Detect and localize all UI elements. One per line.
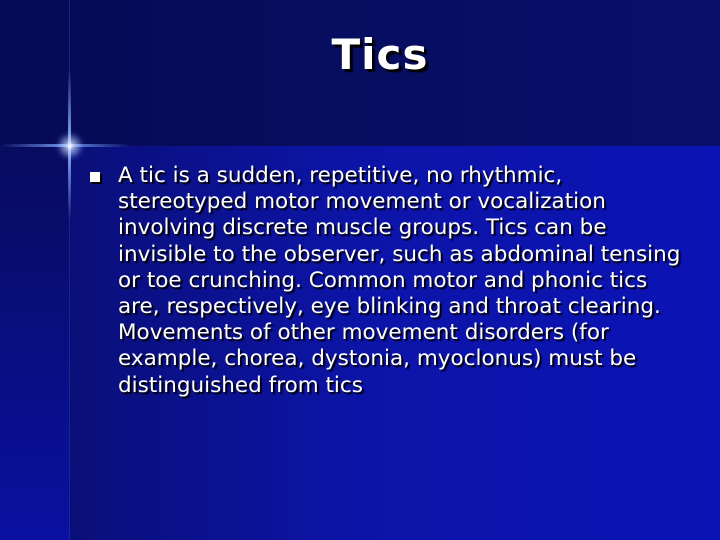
left-band (0, 146, 70, 540)
bullet-text: A tic is a sudden, repetitive, no rhythmic, stereotyped motor movement or vocalization involving discrete muscle groups. Tics can be invisible to the observer, such as abdominal tensing or toe crunching. Common motor and phonic tics are, respectively, eye blinking and throat clearing. Movements of other movement disorders (for example, chorea, dystonia, myoclonus) must be distinguished from tics (118, 163, 681, 398)
slide-title: Tics (331, 30, 429, 79)
square-bullet-icon (90, 172, 100, 182)
star-flare-icon (54, 130, 86, 162)
bullet-item (90, 163, 690, 399)
